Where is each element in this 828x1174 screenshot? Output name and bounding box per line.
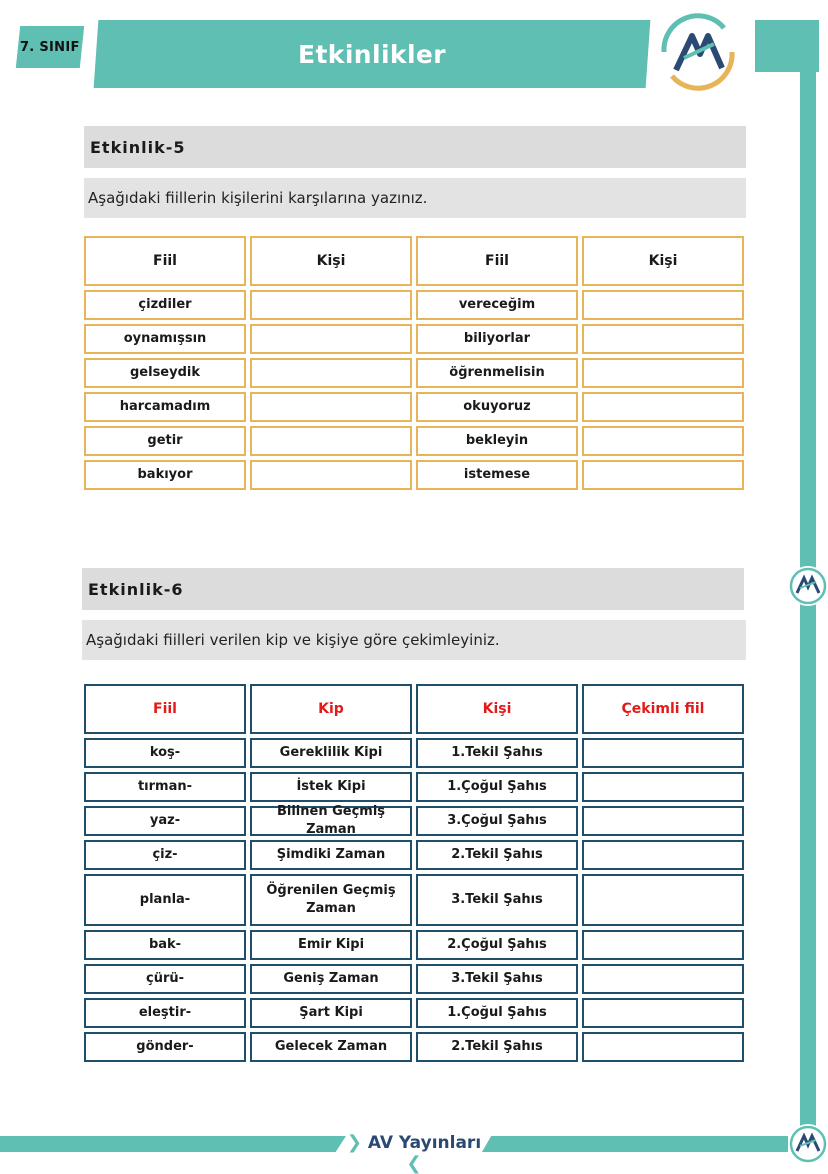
footer-bar-left — [0, 1136, 346, 1152]
mood-cell: Şimdiki Zaman — [250, 840, 412, 870]
answer-cell[interactable] — [582, 426, 744, 456]
verb-cell: bakıyor — [84, 460, 246, 490]
etkinlik6-instruction: Aşağıdaki fiilleri verilen kip ve kişiye göre çekimleyiniz. — [82, 620, 746, 660]
person-cell: 1.Çoğul Şahıs — [416, 998, 578, 1028]
verb-cell: koş- — [84, 738, 246, 768]
answer-cell[interactable] — [250, 324, 412, 354]
person-cell: 1.Çoğul Şahıs — [416, 772, 578, 802]
person-cell: 3.Çoğul Şahıs — [416, 806, 578, 836]
etkinlik5-table — [84, 236, 744, 490]
chevron-right-icon: ❯ — [346, 1132, 362, 1153]
answer-cell[interactable] — [582, 324, 744, 354]
person-cell: 1.Tekil Şahıs — [416, 738, 578, 768]
verb-cell: harcamadım — [84, 392, 246, 422]
verb-cell: okuyoruz — [416, 392, 578, 422]
header-cell-kisi: Kişi — [582, 236, 744, 286]
verb-cell: çürü- — [84, 964, 246, 994]
verb-cell: çiz- — [84, 840, 246, 870]
mood-cell: Gereklilik Kipi — [250, 738, 412, 768]
etkinlik6-heading: Etkinlik-6 — [82, 568, 744, 610]
answer-cell[interactable] — [582, 290, 744, 320]
footer-brand-label: AV Yayınları — [367, 1133, 482, 1153]
header-cell-kisi: Kişi — [250, 236, 412, 286]
grade-tab — [16, 26, 84, 68]
verb-cell: vereceğim — [416, 290, 578, 320]
title-banner — [94, 20, 651, 88]
verb-cell: gönder- — [84, 1032, 246, 1062]
verb-cell: getir — [84, 426, 246, 456]
header-right-tab — [755, 20, 819, 72]
answer-cell[interactable] — [582, 1032, 744, 1062]
verb-cell: bak- — [84, 930, 246, 960]
person-cell: 2.Tekil Şahıs — [416, 840, 578, 870]
verb-cell: oynamışsın — [84, 324, 246, 354]
mood-cell: Bilinen Geçmiş Zaman — [250, 806, 412, 836]
footer-bar-right — [482, 1136, 788, 1152]
chevron-left-icon: ❮ — [406, 1153, 422, 1174]
header-cell-cekimli-fiil: Çekimli fiil — [582, 684, 744, 734]
verb-cell: istemese — [416, 460, 578, 490]
header-cell-fiil: Fiil — [84, 236, 246, 286]
answer-cell[interactable] — [582, 840, 744, 870]
verb-cell: bekleyin — [416, 426, 578, 456]
answer-cell[interactable] — [582, 772, 744, 802]
mood-cell: Öğrenilen Geçmiş Zaman — [250, 874, 412, 926]
person-cell: 2.Çoğul Şahıs — [416, 930, 578, 960]
verb-cell: planla- — [84, 874, 246, 926]
footer-brand — [346, 1132, 482, 1174]
header-cell-kip: Kip — [250, 684, 412, 734]
verb-cell: biliyorlar — [416, 324, 578, 354]
etkinlik5-heading: Etkinlik-5 — [84, 126, 746, 168]
answer-cell[interactable] — [582, 392, 744, 422]
answer-cell[interactable] — [582, 358, 744, 388]
answer-cell[interactable] — [582, 460, 744, 490]
footer-logo-icon — [788, 1124, 828, 1164]
header-cell-fiil: Fiil — [84, 684, 246, 734]
publisher-logo-icon — [654, 8, 742, 96]
answer-cell[interactable] — [250, 460, 412, 490]
etkinlik5-instruction: Aşağıdaki fiillerin kişilerini karşılarına yazınız. — [84, 178, 746, 218]
mood-cell: İstek Kipi — [250, 772, 412, 802]
answer-cell[interactable] — [250, 392, 412, 422]
header-cell-fiil: Fiil — [416, 236, 578, 286]
verb-cell: eleştir- — [84, 998, 246, 1028]
person-cell: 2.Tekil Şahıs — [416, 1032, 578, 1062]
mood-cell: Geniş Zaman — [250, 964, 412, 994]
mood-cell: Şart Kipi — [250, 998, 412, 1028]
answer-cell[interactable] — [250, 290, 412, 320]
answer-cell[interactable] — [582, 806, 744, 836]
answer-cell[interactable] — [582, 874, 744, 926]
person-cell: 3.Tekil Şahıs — [416, 964, 578, 994]
answer-cell[interactable] — [582, 930, 744, 960]
side-bar — [800, 72, 816, 1157]
answer-cell[interactable] — [250, 426, 412, 456]
answer-cell[interactable] — [582, 738, 744, 768]
grade-label: 7. SINIF — [20, 39, 80, 55]
answer-cell[interactable] — [582, 998, 744, 1028]
side-logo-icon — [788, 566, 828, 606]
verb-cell: öğrenmelisin — [416, 358, 578, 388]
verb-cell: gelseydik — [84, 358, 246, 388]
verb-cell: yaz- — [84, 806, 246, 836]
page-title: Etkinlikler — [297, 39, 447, 69]
verb-cell: çizdiler — [84, 290, 246, 320]
person-cell: 3.Tekil Şahıs — [416, 874, 578, 926]
verb-cell: tırman- — [84, 772, 246, 802]
answer-cell[interactable] — [582, 964, 744, 994]
mood-cell: Gelecek Zaman — [250, 1032, 412, 1062]
answer-cell[interactable] — [250, 358, 412, 388]
etkinlik6-table — [84, 684, 744, 1062]
header-cell-kisi: Kişi — [416, 684, 578, 734]
mood-cell: Emir Kipi — [250, 930, 412, 960]
